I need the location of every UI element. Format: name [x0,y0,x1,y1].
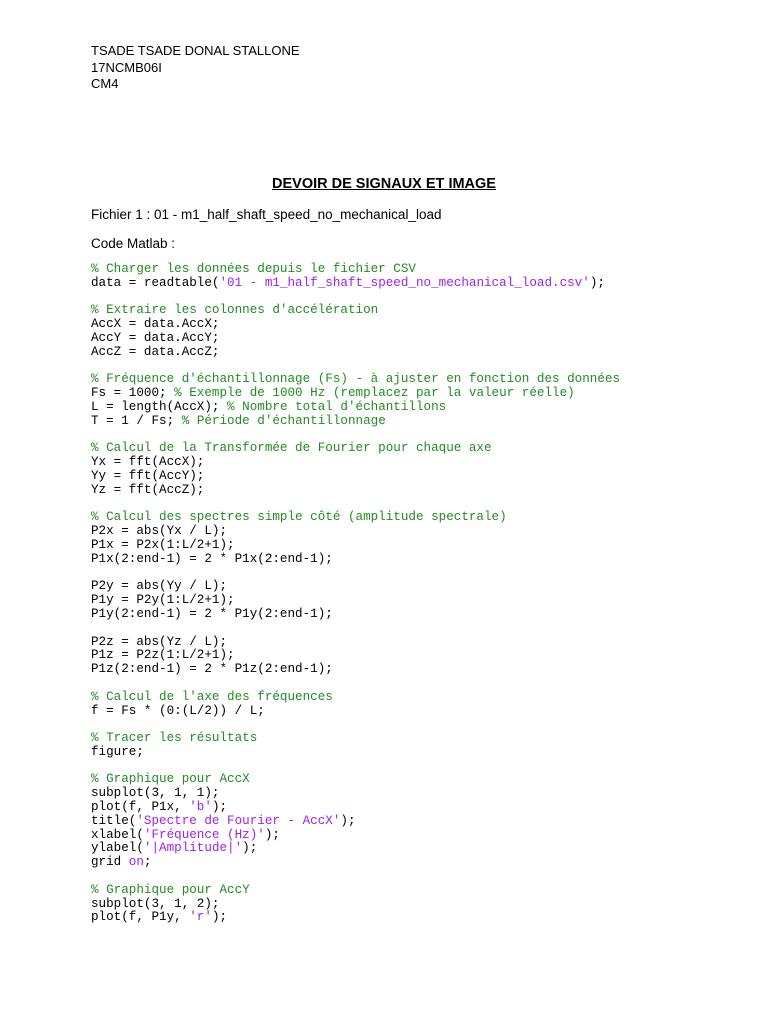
class-name: CM4 [91,76,119,91]
code-line [91,898,620,912]
code-text: Fs = 1000; [91,386,175,401]
code-line [91,815,620,829]
code-string: '|Amplitude|' [143,841,243,856]
code-text: figure; [91,744,144,759]
code-text: P1z(2:end-1) = 2 * P1z(2:end-1); [91,662,333,677]
code-text: ); [340,813,356,828]
code-line [91,911,620,925]
code-text: L = length(AccX); [91,399,228,414]
code-line [91,842,620,856]
code-label: Code Matlab : [91,236,176,251]
code-comment: % Fréquence d'échantillonnage (Fs) - à ajuster en fonction des données [91,372,621,387]
code-text: grid [91,855,129,870]
code-text: data = readtable( [91,275,220,290]
code-text: plot(f, P1y, [91,910,190,925]
code-line [91,263,620,277]
code-comment: % Calcul de l'axe des fréquences [91,689,333,704]
code-line [91,829,620,843]
code-text: title( [91,813,137,828]
code-line [91,636,620,650]
code-string: 'r' [189,910,212,925]
code-line [91,856,620,870]
code-text: ); [242,841,258,856]
code-line [91,580,620,594]
code-text: AccX = data.AccX; [91,317,220,332]
code-line [91,663,620,677]
code-line [91,470,620,484]
code-line [91,277,620,291]
code-line [91,346,620,360]
code-line [91,318,620,332]
code-text: AccZ = data.AccZ; [91,344,220,359]
code-line [91,429,620,443]
code-text: P1z = P2z(1:L/2+1); [91,648,235,663]
code-line [91,622,620,636]
code-line [91,705,620,719]
code-text: Yy = fft(AccY); [91,468,205,483]
code-line [91,732,620,746]
code-line [91,870,620,884]
code-comment: % Calcul de la Transformée de Fourier pour chaque axe [91,441,492,456]
code-block [91,263,620,925]
code-text: subplot(3, 1, 1); [91,786,220,801]
code-string: 'Fréquence (Hz)' [143,827,265,842]
code-text: P1x(2:end-1) = 2 * P1x(2:end-1); [91,551,333,566]
code-text: plot(f, P1x, [91,800,190,815]
code-text: ylabel( [91,841,144,856]
code-line [91,760,620,774]
code-line [91,691,620,705]
code-text: P2y = abs(Yy / L); [91,579,228,594]
code-line [91,401,620,415]
code-text: AccY = data.AccY; [91,330,220,345]
code-comment: % Nombre total d'échantillons [227,399,447,414]
code-text: ); [589,275,605,290]
code-comment: % Extraire les colonnes d'accélération [91,303,379,318]
code-line [91,884,620,898]
code-comment: % Période d'échantillonnage [181,413,386,428]
code-line [91,539,620,553]
code-line [91,332,620,346]
code-text: ); [264,827,280,842]
code-string: 'b' [189,800,212,815]
code-line [91,484,620,498]
code-line [91,649,620,663]
code-line [91,677,620,691]
code-text: Yx = fft(AccX); [91,455,205,470]
code-text: P1y(2:end-1) = 2 * P1y(2:end-1); [91,606,333,621]
code-text: ; [143,855,152,870]
code-comment: % Graphique pour AccX [91,772,250,787]
code-line [91,567,620,581]
code-line [91,525,620,539]
code-line [91,498,620,512]
code-line [91,787,620,801]
code-comment: % Exemple de 1000 Hz (remplacez par la valeur réelle) [174,386,575,401]
code-comment: % Tracer les résultats [91,731,258,746]
code-text: Yz = fft(AccZ); [91,482,205,497]
code-line [91,608,620,622]
code-line [91,387,620,401]
code-text: P2z = abs(Yz / L); [91,634,228,649]
code-line [91,594,620,608]
code-comment: % Charger les données depuis le fichier CSV [91,262,416,276]
code-text: P2x = abs(Yx / L); [91,524,228,539]
code-string: '01 - m1_half_shaft_speed_no_mechanical_load.csv' [219,275,590,290]
student-id: 17NCMB06I [91,59,162,75]
code-text: f = Fs * (0:(L/2)) / L; [91,703,265,718]
code-text: subplot(3, 1, 2); [91,896,220,911]
code-line [91,773,620,787]
code-line [91,291,620,305]
code-line [91,304,620,318]
code-line [91,360,620,374]
code-comment: % Calcul des spectres simple côté (amplitude spectrale) [91,510,507,525]
code-comment: % Graphique pour AccY [91,882,250,897]
code-text: T = 1 / Fs; [91,413,182,428]
code-text: ); [211,800,228,815]
code-line [91,511,620,525]
code-line [91,456,620,470]
code-line [91,553,620,567]
code-string: 'Spectre de Fourier - AccX' [136,813,341,828]
code-line [91,373,620,387]
code-line [91,718,620,732]
code-line [91,746,620,760]
code-text: P1x = P2x(1:L/2+1); [91,537,235,552]
document-title: DEVOIR DE SIGNAUX ET IMAGE [272,176,496,192]
file-line: Fichier 1 : 01 - m1_half_shaft_speed_no_mechanical_load [91,207,442,222]
code-line [91,415,620,429]
code-keyword: on [128,855,144,870]
code-text: P1y = P2y(1:L/2+1); [91,593,235,608]
code-line [91,442,620,456]
code-text: xlabel( [91,827,144,842]
author-name: TSADE TSADE DONAL STALLONE [91,43,300,58]
code-line [91,801,620,815]
header-block [91,43,300,93]
code-text: ); [211,910,228,925]
